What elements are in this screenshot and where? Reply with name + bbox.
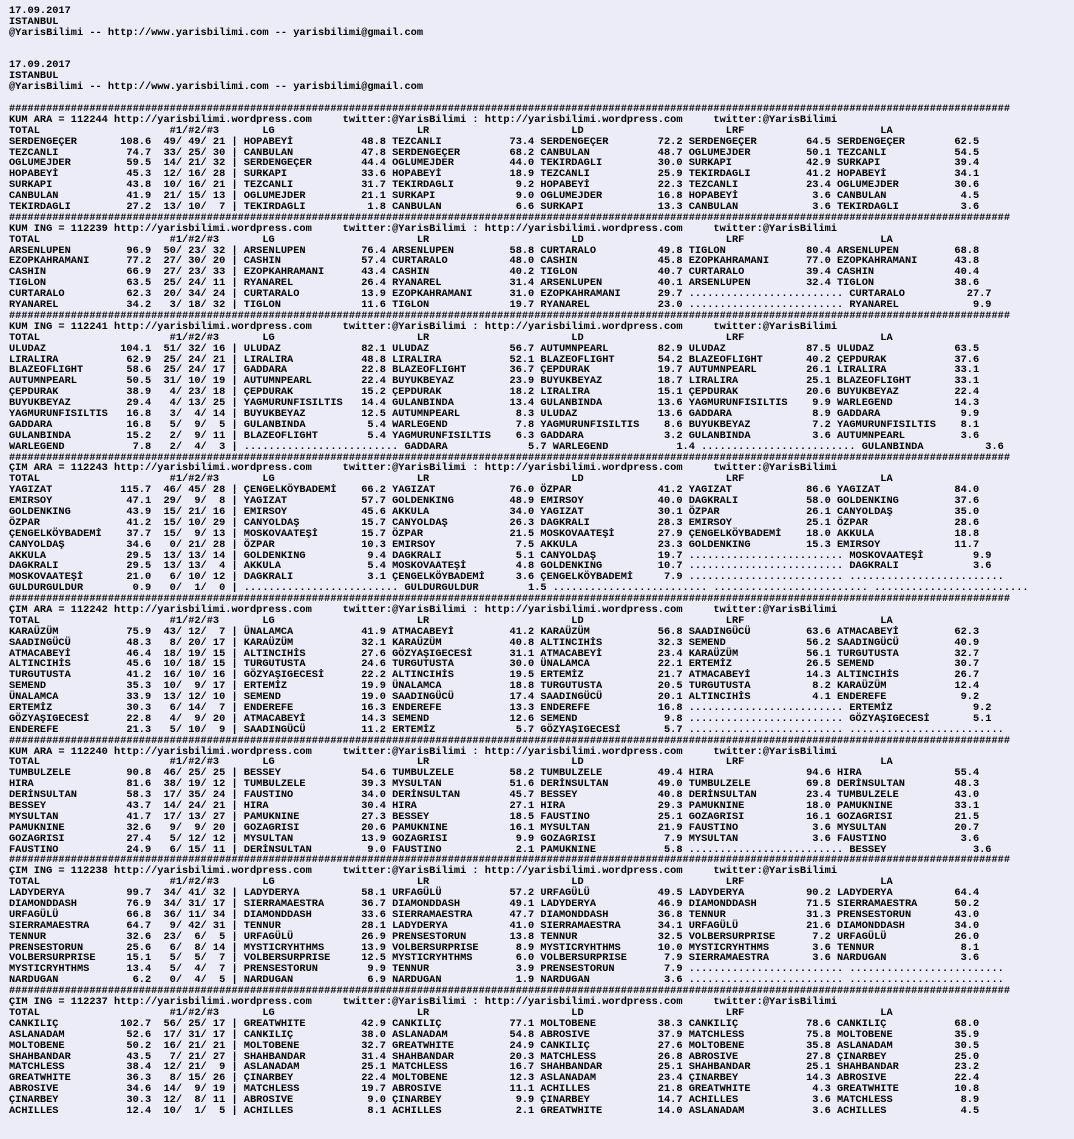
horse-row: HIRA 81.6 38/ 19/ 12 | TUMBULZELE 39.3 MYSULTAN 51.6 DERİNSULTAN 49.0 TUMBULZELE 69.8 DERİNSULTAN 48.3 [9, 778, 980, 791]
column-header-line: TOTAL #1/#2/#3 LG LR LD LRF LA [9, 756, 893, 769]
report-date: 17.09.2017 [9, 59, 71, 72]
race-header-line: ÇIM ARA = 112243 http://yarisbilimi.wordpress.com twitter:@YarisBilimi : http://yarisbilimi.wordpress.com twitter:@YarisBilimi [9, 462, 838, 475]
report-date: 17.09.2017 [9, 5, 71, 17]
column-header-line: TOTAL #1/#2/#3 LG LR LD LRF LA [9, 124, 893, 137]
horse-row: PRENSESTORUN 25.6 6/ 8/ 14 | MYSTICRYHTHMS 13.9 VOLBERSURPRISE 8.9 MYSTICRYHTHMS 10.0 MYSTICRYHTHMS 3.6 TENNUR 8.1 [9, 941, 980, 954]
horse-row: RYANAREL 34.2 3/ 18/ 32 | TIGLON 11.6 TIGLON 19.7 RYANAREL 23.0 ......................... RYANAREL 9.9 [9, 299, 992, 312]
horse-row: SAADINGÜCÜ 48.3 8/ 20/ 17 | KARAÜZÜM 32.1 KARAÜZÜM 40.8 ALTINCIHİS 32.3 SEMEND 56.2 SAADINGÜCÜ 40.9 [9, 636, 980, 649]
race-header-line: KUM ING = 112241 http://yarisbilimi.wordpress.com twitter:@YarisBilimi : http://yarisbilimi.wordpress.com twitter:@YarisBilimi [9, 320, 838, 333]
horse-row: LADYDERYA 99.7 34/ 41/ 32 | LADYDERYA 58.1 URFAGÜLÜ 57.2 URFAGÜLÜ 49.5 LADYDERYA 90.2 LADYDERYA 64.4 [9, 887, 980, 900]
horse-row: KARAÜZÜM 75.9 43/ 12/ 7 | ÜNALAMCA 41.9 ATMACABEYİ 41.2 KARAÜZÜM 56.8 SAADINGÜCÜ 63.6 ATMACABEYİ 62.3 [9, 625, 980, 638]
separator-line: ################################################################################################################################################################## [9, 854, 1011, 867]
contact-line: @YarisBilimi -- http://www.yarisbilimi.com -- yarisbilimi@gmail.com [9, 26, 424, 39]
horse-row: GOLDENKING 43.9 15/ 21/ 16 | EMIRSOY 45.6 AKKULA 34.0 YAGIZAT 30.1 ÖZPAR 26.1 CANYOLDAŞ 35.0 [9, 505, 980, 518]
separator-line: ################################################################################################################################################################## [9, 211, 1011, 224]
horse-row: GULDURGULDUR 0.9 0/ 1/ 0 | ......................... GULDURGULDUR 1.5 ......................... ......................... ......................... [9, 582, 1029, 595]
horse-row: ÜNALAMCA 33.9 13/ 12/ 10 | SEMEND 19.0 SAADINGÜCÜ 17.4 SAADINGÜCÜ 20.1 ALTINCIHİS 4.1 ENDEREFE 9.2 [9, 691, 980, 704]
horse-row: SEMEND 35.3 10/ 9/ 17 | ERTEMİZ 19.9 ÜNALAMCA 18.8 TURGUTUSTA 20.5 TURGUTUSTA 8.2 KARAÜZÜM 12.4 [9, 680, 980, 693]
contact-line: @YarisBilimi -- http://www.yarisbilimi.com -- yarisbilimi@gmail.com [9, 81, 424, 94]
column-header-line: TOTAL #1/#2/#3 LG LR LD LRF LA [9, 473, 893, 486]
horse-row: VOLBERSURPRISE 15.1 5/ 5/ 7 | VOLBERSURPRISE 12.5 MYSTICRYHTHMS 6.0 VOLBERSURPRISE 7.9 SIERRAMAESTRA 3.6 NARDUGAN 3.6 [9, 952, 980, 965]
separator-line: ################################################################################################################################################################## [9, 593, 1011, 606]
horse-row: SIERRAMAESTRA 64.7 9/ 42/ 31 | TENNUR 28.1 LADYDERYA 41.0 SIERRAMAESTRA 34.1 URFAGÜLÜ 21.6 DIAMONDDASH 34.0 [9, 919, 980, 932]
horse-row: BLAZEOFLIGHT 58.6 25/ 24/ 17 | GADDARA 22.8 BLAZEOFLIGHT 36.7 ÇEPDURAK 19.7 AUTUMNPEARL 26.1 LIRALIRA 33.1 [9, 364, 980, 377]
horse-row: BESSEY 43.7 14/ 24/ 21 | HIRA 30.4 HIRA 27.1 HIRA 29.3 PAMUKNINE 18.0 PAMUKNINE 33.1 [9, 800, 980, 813]
horse-row: ABROSIVE 34.6 14/ 9/ 19 | MATCHLESS 19.7 ABROSIVE 11.1 ACHILLES 21.8 GREATWHITE 4.3 GREATWHITE 10.8 [9, 1083, 980, 1096]
horse-row: EZOPKAHRAMANI 77.2 27/ 30/ 20 | CASHIN 57.4 CURTARALO 48.0 CASHIN 45.8 EZOPKAHRAMANI 77.0 EZOPKAHRAMANI 43.8 [9, 255, 980, 268]
separator-line: ################################################################################################################################################################## [9, 985, 1011, 998]
horse-row: URFAGÜLÜ 66.8 36/ 11/ 34 | DIAMONDDASH 33.6 SIERRAMAESTRA 47.7 DIAMONDDASH 36.8 TENNUR 31.3 PRENSESTORUN 43.0 [9, 908, 980, 921]
horse-row: ARSENLUPEN 96.9 50/ 23/ 32 | ARSENLUPEN 76.4 ARSENLUPEN 58.8 CURTARALO 49.8 TIGLON 80.4 ARSENLUPEN 68.8 [9, 244, 980, 257]
race-header-line: KUM ARA = 112244 http://yarisbilimi.wordpress.com twitter:@YarisBilimi : http://yarisbilimi.wordpress.com twitter:@YarisBilimi [9, 113, 838, 126]
horse-row: TIGLON 63.5 25/ 24/ 11 | RYANAREL 26.4 RYANAREL 31.4 ARSENLUPEN 40.1 ARSENLUPEN 32.4 TIGLON 38.6 [9, 277, 980, 290]
horse-row: GÖZYAŞIGECESİ 22.8 4/ 9/ 20 | ATMACABEYİ 14.3 SEMEND 12.6 SEMEND 9.8 ......................... GÖZYAŞIGECESİ 5.1 [9, 712, 992, 725]
horse-row: ASLANADAM 52.6 17/ 31/ 17 | CANKILIÇ 38.0 ASLANADAM 54.8 ABROSIVE 37.9 MATCHLESS 75.8 MOLTOBENE 35.9 [9, 1028, 980, 1041]
horse-row: CURTARALO 62.3 20/ 34/ 24 | CURTARALO 13.9 EZOPKAHRAMANI 31.0 EZOPKAHRAMANI 29.7 ......................... CURTARALO 27.7 [9, 288, 992, 301]
horse-row: FAUSTINO 24.9 6/ 15/ 11 | DERİNSULTAN 9.0 FAUSTINO 2.1 PAMUKNINE 5.8 ......................... BESSEY 3.6 [9, 843, 992, 856]
horse-row: MYSTICRYHTHMS 13.4 5/ 4/ 7 | PRENSESTORUN 9.9 TENNUR 3.9 PRENSESTORUN 7.9 ......................... ......................... [9, 963, 1004, 976]
horse-row: TENNUR 32.6 23/ 6/ 5 | URFAGÜLÜ 26.9 PRENSESTORUN 13.8 TENNUR 32.5 VOLBERSURPRISE 7.2 URFAGÜLÜ 26.0 [9, 930, 980, 943]
blank-line [9, 50, 1074, 61]
race-header-line: ÇIM ING = 112237 http://yarisbilimi.wordpress.com twitter:@YarisBilimi : http://yarisbilimi.wordpress.com twitter:@YarisBilimi [9, 996, 838, 1009]
column-header-line: TOTAL #1/#2/#3 LG LR LD LRF LA [9, 876, 893, 889]
horse-row: LIRALIRA 62.9 25/ 24/ 21 | LIRALIRA 48.8 LIRALIRA 52.1 BLAZEOFLIGHT 54.2 BLAZEOFLIGHT 40.2 ÇEPDURAK 37.6 [9, 353, 980, 366]
horse-row: EMIRSOY 47.1 29/ 9/ 8 | YAGIZAT 57.7 GOLDENKING 48.9 EMIRSOY 40.0 DAGKRALI 58.0 GOLDENKING 37.6 [9, 495, 980, 508]
horse-row: SERDENGEÇER 108.6 49/ 49/ 21 | HOPABEYİ 48.8 TEZCANLI 73.4 SERDENGEÇER 72.2 SERDENGEÇER 64.5 SERDENGEÇER 62.5 [9, 135, 980, 148]
horse-row: MYSULTAN 41.7 17/ 13/ 27 | PAMUKNINE 27.3 BESSEY 18.5 FAUSTINO 25.1 GOZAGRISI 16.1 GOZAGRISI 21.5 [9, 810, 980, 823]
horse-row: TUMBULZELE 90.8 46/ 25/ 25 | BESSEY 54.6 TUMBULZELE 58.2 TUMBULZELE 49.4 HIRA 94.6 HIRA 55.4 [9, 767, 980, 780]
horse-row: CANYOLDAŞ 34.6 0/ 21/ 28 | ÖZPAR 10.3 EMIRSOY 7.5 AKKULA 23.3 GOLDENKING 15.3 EMIRSOY 11.7 [9, 538, 980, 551]
horse-row: SURKAPI 43.8 10/ 16/ 21 | TEZCANLI 31.7 TEKIRDAGLI 9.2 HOPABEYİ 22.3 TEZCANLI 23.4 OGLUMEJDER 30.6 [9, 179, 980, 192]
horse-row: CANBULAN 41.9 21/ 15/ 13 | OGLUMEJDER 21.1 SURKAPI 9.0 OGLUMEJDER 16.8 HOPABEYİ 3.6 CANBULAN 4.5 [9, 190, 980, 203]
horse-row: DERİNSULTAN 58.3 17/ 35/ 24 | FAUSTINO 34.0 DERİNSULTAN 45.7 BESSEY 40.8 DERİNSULTAN 23.4 TUMBULZELE 43.0 [9, 789, 980, 802]
separator-line: ################################################################################################################################################################## [9, 103, 1011, 116]
horse-row: ÇEPDURAK 38.9 4/ 23/ 18 | ÇEPDURAK 15.2 ÇEPDURAK 18.2 LIRALIRA 15.1 ÇEPDURAK 20.6 BUYUKBEYAZ 22.4 [9, 386, 980, 399]
horse-row: MOSKOVAATEŞİ 21.0 6/ 10/ 12 | DAGKRALI 3.1 ÇENGELKÖYBADEMİ 3.6 ÇENGELKÖYBADEMİ 7.9 ......................... ......................... [9, 571, 1004, 584]
race-header-line: KUM ING = 112239 http://yarisbilimi.wordpress.com twitter:@YarisBilimi : http://yarisbilimi.wordpress.com twitter:@YarisBilimi [9, 222, 838, 235]
horse-row: OGLUMEJDER 59.5 14/ 21/ 32 | SERDENGEÇER 44.4 OGLUMEJDER 44.0 TEKIRDAGLI 30.0 SURKAPI 42.9 SURKAPI 39.4 [9, 157, 980, 170]
race-header-line: KUM ARA = 112240 http://yarisbilimi.wordpress.com twitter:@YarisBilimi : http://yarisbilimi.wordpress.com twitter:@YarisBilimi [9, 745, 838, 758]
horse-row: MOLTOBENE 50.2 16/ 21/ 21 | MOLTOBENE 32.7 GREATWHITE 24.9 CANKILIÇ 27.6 MOLTOBENE 35.8 ASLANADAM 30.5 [9, 1039, 980, 1052]
horse-row: ÖZPAR 41.2 15/ 10/ 29 | CANYOLDAŞ 15.7 CANYOLDAŞ 26.3 DAGKRALI 28.3 EMIRSOY 25.1 ÖZPAR 28.6 [9, 516, 980, 529]
horse-row: ATMACABEYİ 46.4 18/ 19/ 15 | ALTINCIHİS 27.6 GÖZYAŞIGECESİ 31.1 ATMACABEYİ 23.4 KARAÜZÜM 56.1 TURGUTUSTA 32.7 [9, 647, 980, 660]
horse-row: AUTUMNPEARL 50.5 31/ 10/ 19 | AUTUMNPEARL 22.4 BUYUKBEYAZ 23.9 BUYUKBEYAZ 18.7 LIRALIRA 25.1 BLAZEOFLIGHT 33.1 [9, 375, 980, 388]
horse-row: DIAMONDDASH 76.9 34/ 31/ 17 | SIERRAMAESTRA 36.7 DIAMONDDASH 49.1 LADYDERYA 46.9 DIAMONDDASH 71.5 SIERRAMAESTRA 50.2 [9, 898, 980, 911]
column-header-line: TOTAL #1/#2/#3 LG LR LD LRF LA [9, 1006, 893, 1019]
horse-row: CANKILIÇ 102.7 56/ 25/ 17 | GREATWHITE 42.9 CANKILIÇ 77.1 MOLTOBENE 38.3 CANKILIÇ 78.6 CANKILIÇ 68.0 [9, 1017, 980, 1030]
horse-row: GREATWHITE 36.3 8/ 15/ 26 | ÇINARBEY 22.4 MOLTOBENE 12.3 ASLANADAM 23.4 ÇINARBEY 14.3 ABROSIVE 22.4 [9, 1072, 980, 1085]
horse-row: ERTEMİZ 30.3 6/ 14/ 7 | ENDEREFE 16.3 ENDEREFE 13.3 ENDEREFE 16.8 ......................... ERTEMİZ 9.2 [9, 702, 992, 714]
column-header-line: TOTAL #1/#2/#3 LG LR LD LRF LA [9, 331, 893, 344]
race-header-line: ÇIM ARA = 112242 http://yarisbilimi.wordpress.com twitter:@YarisBilimi : http://yarisbilimi.wordpress.com twitter:@YarisBilimi [9, 603, 838, 616]
horse-row: AKKULA 29.5 13/ 13/ 14 | GOLDENKING 9.4 DAGKRALI 5.1 CANYOLDAŞ 19.7 ......................... MOSKOVAATEŞİ 9.9 [9, 549, 992, 562]
separator-line: ################################################################################################################################################################## [9, 309, 1011, 322]
blank-line [9, 39, 1074, 50]
column-header-line: TOTAL #1/#2/#3 LG LR LD LRF LA [9, 614, 893, 627]
horse-row: CASHIN 66.9 27/ 23/ 33 | EZOPKAHRAMANI 43.4 CASHIN 40.2 TIGLON 40.7 CURTARALO 39.4 CASHIN 40.4 [9, 266, 980, 279]
horse-row: WARLEGEND 7.8 2/ 4/ 3 | ......................... GADDARA 5.7 WARLEGEND 1.4 ......................... GULANBINDA 3.6 [9, 440, 1004, 453]
horse-row: NARDUGAN 6.2 0/ 4/ 5 | NARDUGAN 6.9 NARDUGAN 1.9 NARDUGAN 3.6 ......................... ......................... [9, 974, 1004, 987]
separator-line: ################################################################################################################################################################## [9, 734, 1011, 747]
horse-row: DAGKRALI 29.5 13/ 13/ 4 | AKKULA 5.4 MOSKOVAATEŞİ 4.8 GOLDENKING 10.7 ......................... DAGKRALI 3.6 [9, 560, 992, 573]
separator-line: ################################################################################################################################################################## [9, 451, 1011, 464]
horse-row: SHAHBANDAR 43.5 7/ 21/ 27 | SHAHBANDAR 31.4 SHAHBANDAR 20.3 MATCHLESS 26.8 ABROSIVE 27.8 ÇINARBEY 25.0 [9, 1050, 980, 1063]
column-header-line: TOTAL #1/#2/#3 LG LR LD LRF LA [9, 233, 893, 246]
horse-row: ENDEREFE 21.3 5/ 10/ 9 | SAADINGÜCÜ 11.2 ERTEMİZ 5.7 GÖZYAŞIGECESİ 5.7 ......................... ......................... [9, 723, 1004, 736]
horse-row: YAGMURUNFISILTIS 16.8 3/ 4/ 14 | BUYUKBEYAZ 12.5 AUTUMNPEARL 8.3 ULUDAZ 13.6 GADDARA 8.9 GADDARA 9.9 [9, 407, 980, 420]
report-city: ISTANBUL [9, 70, 59, 83]
race-header-line: ÇIM ING = 112238 http://yarisbilimi.wordpress.com twitter:@YarisBilimi : http://yarisbilimi.wordpress.com twitter:@YarisBilimi [9, 865, 838, 878]
horse-row: ÇINARBEY 30.3 12/ 8/ 11 | ABROSIVE 9.0 ÇINARBEY 9.9 ÇINARBEY 14.7 ACHILLES 3.6 MATCHLESS 8.9 [9, 1094, 980, 1107]
horse-row: BUYUKBEYAZ 29.4 4/ 13/ 25 | YAGMURUNFISILTIS 14.4 GULANBINDA 13.4 GULANBINDA 13.6 YAGMURUNFISILTIS 9.9 WARLEGEND 14.3 [9, 397, 980, 410]
horse-row: HOPABEYİ 45.3 12/ 16/ 28 | SURKAPI 33.6 HOPABEYİ 18.9 TEZCANLI 25.9 TEKIRDAGLI 41.2 HOPABEYİ 34.1 [9, 168, 980, 181]
horse-row: TEKIRDAGLI 27.2 13/ 10/ 7 | TEKIRDAGLI 1.8 CANBULAN 6.6 SURKAPI 13.3 CANBULAN 3.6 TEKIRDAGLI 3.6 [9, 201, 980, 214]
horse-row: YAGIZAT 115.7 46/ 45/ 28 | ÇENGELKÖYBADEMİ 66.2 YAGIZAT 76.0 ÖZPAR 41.2 YAGIZAT 86.6 YAGIZAT 84.0 [9, 484, 980, 497]
horse-row: TEZCANLI 74.7 33/ 25/ 30 | CANBULAN 47.8 SERDENGEÇER 68.2 CANBULAN 48.7 OGLUMEJDER 50.1 TEZCANLI 54.5 [9, 146, 980, 159]
horse-row: GOZAGRISI 27.4 5/ 12/ 12 | MYSULTAN 13.9 GOZAGRISI 9.9 GOZAGRISI 7.9 MYSULTAN 3.6 FAUSTINO 3.6 [9, 832, 980, 845]
horse-row: ALTINCIHİS 45.6 10/ 18/ 15 | TURGUTUSTA 24.6 TURGUTUSTA 30.0 ÜNALAMCA 22.1 ERTEMİZ 26.5 SEMEND 30.7 [9, 658, 980, 671]
horse-row: ÇENGELKÖYBADEMİ 37.7 15/ 9/ 13 | MOSKOVAATEŞİ 15.7 ÖZPAR 21.5 MOSKOVAATEŞİ 27.9 ÇENGELKÖYBADEMİ 18.0 AKKULA 18.8 [9, 527, 980, 540]
horse-row: PAMUKNINE 32.6 9/ 9/ 20 | GOZAGRISI 20.6 PAMUKNINE 16.1 MYSULTAN 21.9 FAUSTINO 3.6 MYSULTAN 20.7 [9, 821, 980, 834]
horse-row: ULUDAZ 104.1 51/ 32/ 16 | ULUDAZ 82.1 ULUDAZ 56.7 AUTUMNPEARL 82.9 ULUDAZ 87.5 ULUDAZ 63.5 [9, 342, 980, 355]
horse-row: MATCHLESS 38.4 12/ 21/ 9 | ASLANADAM 25.1 MATCHLESS 16.7 SHAHBANDAR 25.1 SHAHBANDAR 25.1 SHAHBANDAR 23.2 [9, 1061, 980, 1074]
horse-row: GULANBINDA 15.2 2/ 9/ 11 | BLAZEOFLIGHT 5.4 YAGMURUNFISILTIS 6.3 GADDARA 3.2 GULANBINDA 3.6 AUTUMNPEARL 3.6 [9, 429, 980, 442]
horse-row: TURGUTUSTA 41.2 16/ 10/ 16 | GÖZYAŞIGECESİ 22.2 ALTINCIHİS 19.5 ERTEMİZ 21.7 ATMACABEYİ 14.3 ALTINCIHİS 26.7 [9, 669, 980, 682]
report-city: ISTANBUL [9, 15, 59, 28]
horse-row: ACHILLES 12.4 10/ 1/ 5 | ACHILLES 8.1 ACHILLES 2.1 GREATWHITE 14.0 ASLANADAM 3.6 ACHILLES 4.5 [9, 1104, 980, 1117]
horse-row: GADDARA 16.8 5/ 9/ 5 | GULANBINDA 5.4 WARLEGEND 7.8 YAGMURUNFISILTIS 8.6 BUYUKBEYAZ 7.2 YAGMURUNFISILTIS 8.1 [9, 418, 980, 431]
